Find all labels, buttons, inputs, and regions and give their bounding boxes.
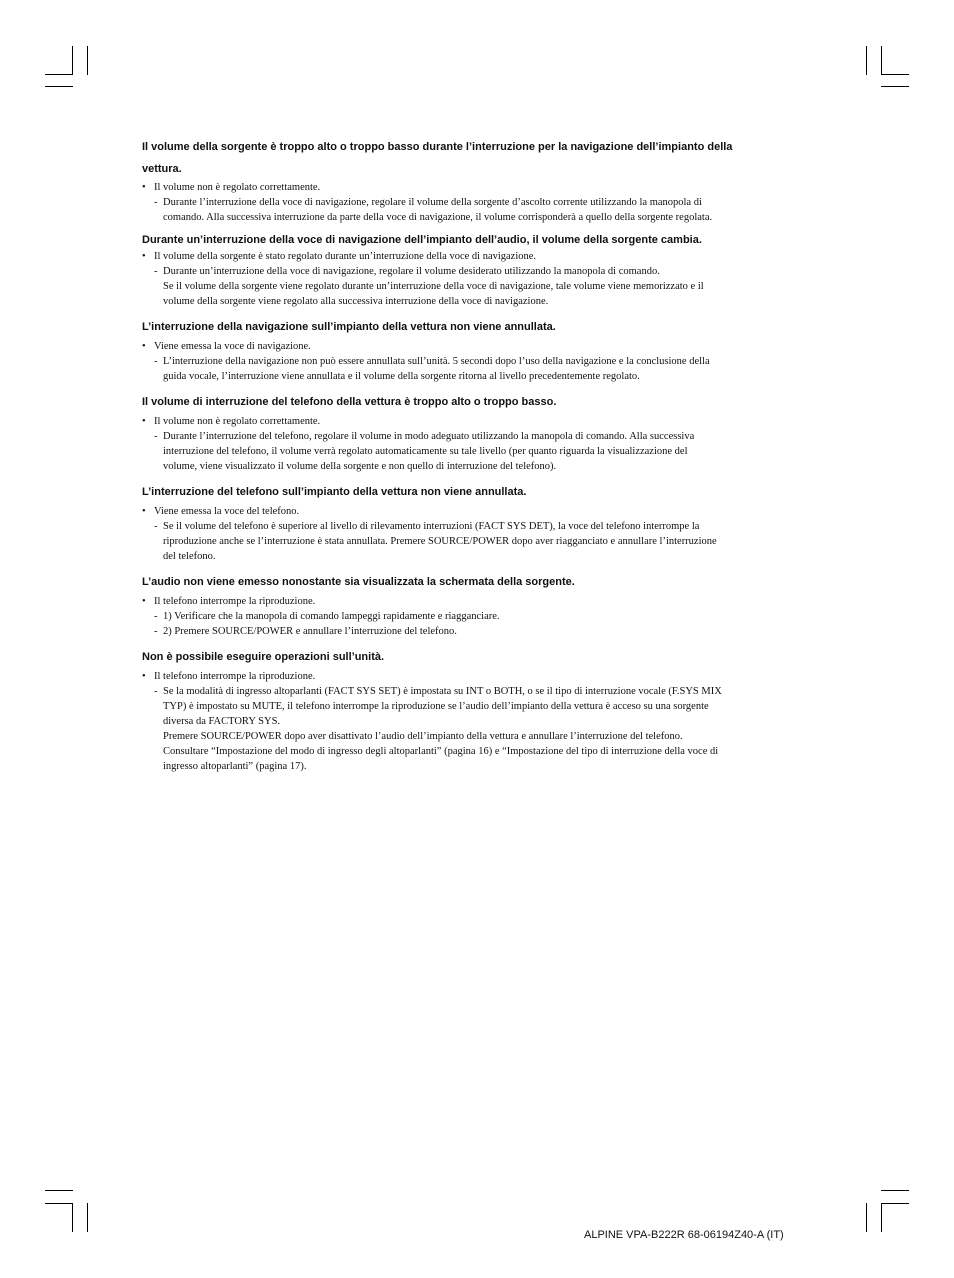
crop-mark: [881, 1190, 909, 1191]
remedy-line: ingresso altoparlanti” (pagina 17).: [163, 761, 307, 772]
remedy-line: volume, viene visualizzato il volume della sorgente e non quello di interruzione del telefono).: [163, 461, 557, 472]
cause-line: • Il volume non è regolato correttamente.: [142, 414, 814, 429]
remedy-line: - 2) Premere SOURCE/POWER e annullare l’interruzione del telefono.: [142, 624, 814, 639]
troubleshooting-section: [142, 231, 814, 309]
cause-line: • Il volume della sorgente è stato regolato durante un’interruzione della voce di navigazione.: [142, 249, 814, 264]
section-heading: Durante un’interruzione della voce di navigazione dell’impianto dell’audio, il volume della sorgente cambia.: [142, 234, 702, 246]
crop-mark: [87, 1203, 88, 1232]
crop-mark: [866, 1203, 867, 1232]
crop-mark: [881, 1203, 882, 1232]
section-heading: L’interruzione del telefono sull’impianto della vettura non viene annullata.: [142, 486, 527, 498]
remedy-line: - Durante un’interruzione della voce di navigazione, regolare il volume desiderato utilizzando la manopola di comando.: [142, 264, 814, 279]
crop-mark: [881, 86, 909, 87]
crop-mark: [87, 46, 88, 75]
remedy-line: TYP) è impostato su MUTE, il telefono interrompe la riproduzione se l’audio dell’impianto della vettura è acceso su una sorgente: [163, 701, 709, 712]
remedy-line: volume della sorgente viene regolato alla successiva interruzione della voce di navigazione.: [163, 296, 549, 307]
remedy-line: - Se la modalità di ingresso altoparlanti (FACT SYS SET) è impostata su INT o BOTH, o se il tipo di interruzione vocale (F.SYS MIX: [142, 684, 814, 699]
crop-mark: [866, 46, 867, 75]
troubleshooting-content: [142, 136, 814, 774]
section-heading: Il volume della sorgente è troppo alto o troppo basso durante l’interruzione per la navigazione dell’impianto della: [142, 141, 733, 153]
crop-mark: [881, 1203, 909, 1204]
cause-line: • Viene emessa la voce di navigazione.: [142, 339, 814, 354]
troubleshooting-section: [142, 136, 814, 225]
cause-line: • Il telefono interrompe la riproduzione.: [142, 594, 814, 609]
crop-mark: [72, 1203, 73, 1232]
cause-line: • Il volume non è regolato correttamente.: [142, 180, 814, 195]
crop-mark: [72, 46, 73, 75]
remedy-line: interruzione del telefono, il volume verrà regolato automaticamente su tale livello (per quanto riguarda la visualizzazione del: [163, 446, 688, 457]
document-footer: ALPINE VPA-B222R 68-06194Z40-A (IT): [584, 1229, 784, 1241]
remedy-line: Se il volume della sorgente viene regolato durante un’interruzione della voce di navigazione, tale volume viene memorizzato e il: [163, 281, 704, 292]
remedy-line: - 1) Verificare che la manopola di comando lampeggi rapidamente e riagganciare.: [142, 609, 814, 624]
cause-line: • Il telefono interrompe la riproduzione.: [142, 669, 814, 684]
crop-mark: [881, 46, 882, 75]
troubleshooting-section: [142, 645, 814, 774]
section-heading: Il volume di interruzione del telefono della vettura è troppo alto o troppo basso.: [142, 396, 557, 408]
section-heading: L’interruzione della navigazione sull’impianto della vettura non viene annullata.: [142, 321, 556, 333]
troubleshooting-section: [142, 390, 814, 474]
section-heading: L’audio non viene emesso nonostante sia visualizzata la schermata della sorgente.: [142, 576, 575, 588]
crop-mark: [881, 74, 909, 75]
remedy-line: - L’interruzione della navigazione non può essere annullata sull’unità. 5 secondi dopo l’uso della navigazione e la conclusione della: [142, 354, 814, 369]
remedy-line: diversa da FACTORY SYS.: [163, 716, 281, 727]
remedy-line: del telefono.: [163, 551, 216, 562]
cause-line: • Viene emessa la voce del telefono.: [142, 504, 814, 519]
crop-mark: [45, 74, 73, 75]
troubleshooting-section: [142, 570, 814, 639]
remedy-line: riproduzione anche se l’interruzione è stata annullata. Premere SOURCE/POWER dopo aver riagganciato e annullare l’interruzione: [163, 536, 717, 547]
remedy-line: - Se il volume del telefono è superiore al livello di rilevamento interruzioni (FACT SYS DET), la voce del telefono interrompe la: [142, 519, 814, 534]
troubleshooting-section: [142, 480, 814, 564]
crop-mark: [45, 86, 73, 87]
remedy-line: Consultare “Impostazione del modo di ingresso degli altoparlanti” (pagina 16) e “Impostazione del tipo di interruzione della voce di: [163, 746, 719, 757]
crop-mark: [45, 1190, 73, 1191]
remedy-line: comando. Alla successiva interruzione da parte della voce di navigazione, il volume corrisponderà a quello della sorgente regolata.: [163, 212, 713, 223]
troubleshooting-section: [142, 315, 814, 384]
crop-mark: [45, 1203, 73, 1204]
remedy-line: - Durante l’interruzione del telefono, regolare il volume in modo adeguato utilizzando la manopola di comando. Alla successiva: [142, 429, 814, 444]
remedy-line: guida vocale, l’interruzione viene annullata e il volume della sorgente ritorna al livello precedentemente regolato.: [163, 371, 640, 382]
section-heading: Non è possibile eseguire operazioni sull’unità.: [142, 651, 385, 663]
section-heading: vettura.: [142, 163, 182, 175]
remedy-line: - Durante l’interruzione della voce di navigazione, regolare il volume della sorgente d’ascolto corrente utilizzando la manopola di: [142, 195, 814, 210]
remedy-line: Premere SOURCE/POWER dopo aver disattivato l’audio dell’impianto della vettura e annullare l’interruzione del telefono.: [163, 731, 683, 742]
